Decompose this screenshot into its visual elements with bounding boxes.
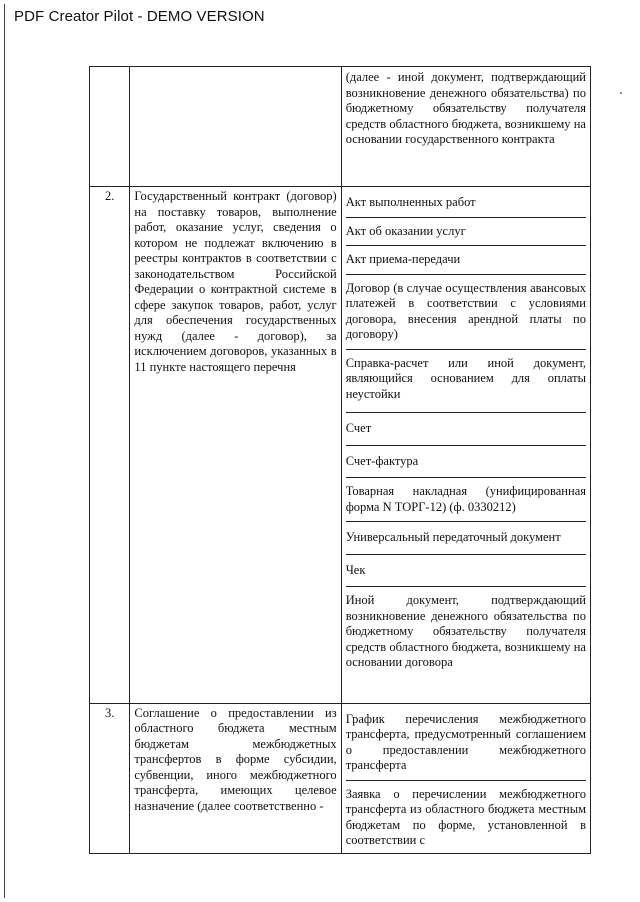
row-number: 2. xyxy=(90,187,130,704)
row-document xyxy=(341,67,590,187)
document-item: График перечисления межбюджетного трансферта, предусмотренный соглашением о предоставлении межбюджетного трансферта xyxy=(346,706,586,781)
document-item: Договор (в случае осуществления авансовых платежей в соответствии с условиями договора, внесения арендной платы по договору) xyxy=(346,275,586,350)
demo-banner: PDF Creator Pilot - DEMO VERSION xyxy=(14,8,265,25)
row-number: 3. xyxy=(90,703,130,853)
document-item: Товарная накладная (унифицированная форма N ТОРГ-12) (ф. 0330212) xyxy=(346,478,586,522)
document-item: Акт выполненных работ xyxy=(346,189,586,218)
row-documents xyxy=(341,703,590,853)
document-item: Иной документ, подтверждающий возникновение денежного обязательства по бюджетному обязательству получателя средств областного бюджета, возникшему на основании договора xyxy=(345,593,586,669)
document-item: Акт приема-передачи xyxy=(346,246,586,275)
document-item: Заявка о перечислении межбюджетного трансферта из областного бюджета местным бюджетам по форме, установленной в соответствии с xyxy=(345,786,586,847)
row-description: Соглашение о предоставлении из областного бюджета местным бюджетам межбюджетных трансфертов в форме субсидии, субвенции, иного межбюджетного трансферта, имеющих целевое назначение (далее соответственно - xyxy=(130,703,341,853)
document-text: (далее - иной документ, подтверждающий возникновение денежного обязательства) по бюджетному обязательству получателя средств областного бюджета, возникшему на основании государственного контракта xyxy=(345,70,586,146)
row-description: Государственный контракт (договор) на поставку товаров, выполнение работ, оказание услуг, сведения о котором не подлежат включению в реестры контрактов в соответствии с законодательством Российской Федерации о контрактной системе в сфере закупок товаров, работ, услуг для обеспечения государственных нужд (далее - договор), за исключением договоров, указанных в 11 пункте настоящего перечня xyxy=(130,187,341,704)
page-left-edge xyxy=(4,4,5,898)
document-item: Универсальный передаточный документ xyxy=(346,522,586,555)
row-description xyxy=(130,67,341,187)
scan-speck xyxy=(620,92,622,94)
table-row xyxy=(90,187,591,704)
document-item: Чек xyxy=(346,555,586,588)
row-documents xyxy=(341,187,590,704)
table-row xyxy=(90,703,591,853)
table-row xyxy=(90,67,591,187)
row-number xyxy=(90,67,130,187)
document-item: Акт об оказании услуг xyxy=(346,218,586,247)
document-item: Счет-фактура xyxy=(346,446,586,479)
document-item: Счет xyxy=(346,413,586,446)
document-item: Справка-расчет или иной документ, являющийся основанием для оплаты неустойки xyxy=(346,350,586,414)
document-table xyxy=(89,66,591,854)
